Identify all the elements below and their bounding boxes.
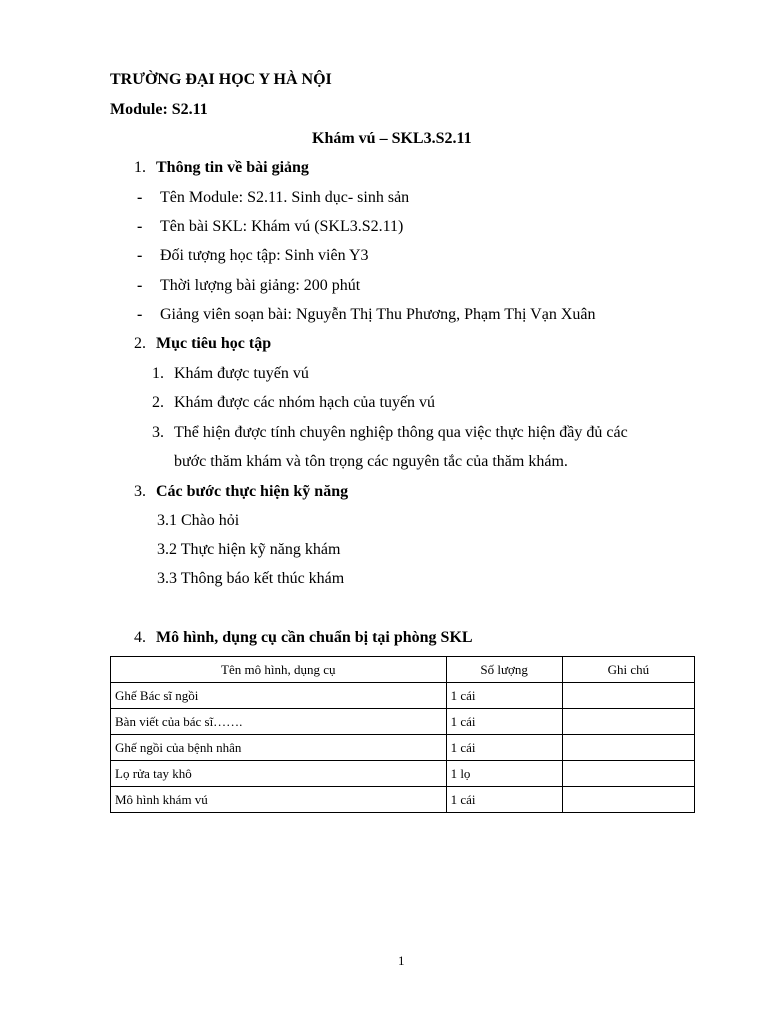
section-3-number: 3.	[134, 483, 146, 500]
equipment-note	[562, 683, 694, 709]
objective-2-number: 2.	[152, 394, 164, 411]
equipment-quantity: 1 cái	[446, 787, 562, 813]
equipment-quantity: 1 cái	[446, 683, 562, 709]
column-header-quantity: Số lượng	[446, 657, 562, 683]
table-row	[111, 761, 695, 787]
column-header-notes: Ghi chú	[562, 657, 694, 683]
equipment-quantity: 1 lọ	[446, 761, 562, 787]
equipment-note	[562, 735, 694, 761]
section-2-heading: Mục tiêu học tập	[156, 335, 272, 352]
bullet-dash: -	[137, 218, 143, 235]
objective-3-text-line1: Thể hiện được tính chuyên nghiệp thông qua việc thực hiện đầy đủ các	[174, 424, 628, 441]
page-number: 1	[398, 953, 405, 968]
objective-3-text-line2: bước thăm khám và tôn trọng các nguyên tắc của thăm khám.	[174, 453, 568, 470]
lecture-info-duration: Thời lượng bài giảng: 200 phút	[160, 277, 361, 294]
table-row	[111, 683, 695, 709]
section-1-number: 1.	[134, 159, 146, 176]
document-title: Khám vú – SKL3.S2.11	[312, 130, 472, 147]
bullet-dash: -	[137, 189, 143, 206]
equipment-name: Bàn viết của bác sĩ…….	[111, 709, 447, 735]
section-4-heading: Mô hình, dụng cụ cần chuẩn bị tại phòng SKL	[156, 629, 473, 646]
bullet-dash: -	[137, 306, 143, 323]
equipment-name: Ghế ngồi của bệnh nhân	[111, 735, 447, 761]
lecture-info-authors: Giảng viên soạn bài: Nguyễn Thị Thu Phương, Phạm Thị Vạn Xuân	[160, 306, 596, 323]
table-row	[111, 735, 695, 761]
section-1-heading: Thông tin về bài giảng	[156, 159, 309, 176]
equipment-name: Mô hình khám vú	[111, 787, 447, 813]
lecture-info-skill: Tên bài SKL: Khám vú (SKL3.S2.11)	[160, 218, 404, 235]
lecture-info-module: Tên Module: S2.11. Sinh dục- sinh sản	[160, 189, 410, 206]
equipment-note	[562, 761, 694, 787]
objective-1-number: 1.	[152, 365, 164, 382]
equipment-quantity: 1 cái	[446, 709, 562, 735]
equipment-name: Ghế Bác sĩ ngồi	[111, 683, 447, 709]
table-row	[111, 709, 695, 735]
section-3-heading: Các bước thực hiện kỹ năng	[156, 483, 349, 500]
objective-3-number: 3.	[152, 424, 164, 441]
column-header-equipment: Tên mô hình, dụng cụ	[111, 657, 447, 683]
step-greeting: 3.1 Chào hỏi	[157, 512, 240, 529]
university-name: TRƯỜNG ĐẠI HỌC Y HÀ NỘI	[110, 71, 332, 88]
bullet-dash: -	[137, 277, 143, 294]
module-code: Module: S2.11	[110, 101, 208, 118]
equipment-note	[562, 787, 694, 813]
lecture-info-audience: Đối tượng học tập: Sinh viên Y3	[160, 247, 369, 264]
table-header-row	[111, 657, 695, 683]
equipment-quantity: 1 cái	[446, 735, 562, 761]
step-conclusion: 3.3 Thông báo kết thúc khám	[157, 570, 345, 587]
bullet-dash: -	[137, 247, 143, 264]
section-2-number: 2.	[134, 335, 146, 352]
step-examination: 3.2 Thực hiện kỹ năng khám	[157, 541, 341, 558]
equipment-table	[110, 656, 695, 813]
equipment-note	[562, 709, 694, 735]
section-4-number: 4.	[134, 629, 146, 646]
objective-1-text: Khám được tuyến vú	[174, 365, 309, 382]
equipment-name: Lọ rửa tay khô	[111, 761, 447, 787]
table-row	[111, 787, 695, 813]
objective-2-text: Khám được các nhóm hạch của tuyến vú	[174, 394, 436, 411]
